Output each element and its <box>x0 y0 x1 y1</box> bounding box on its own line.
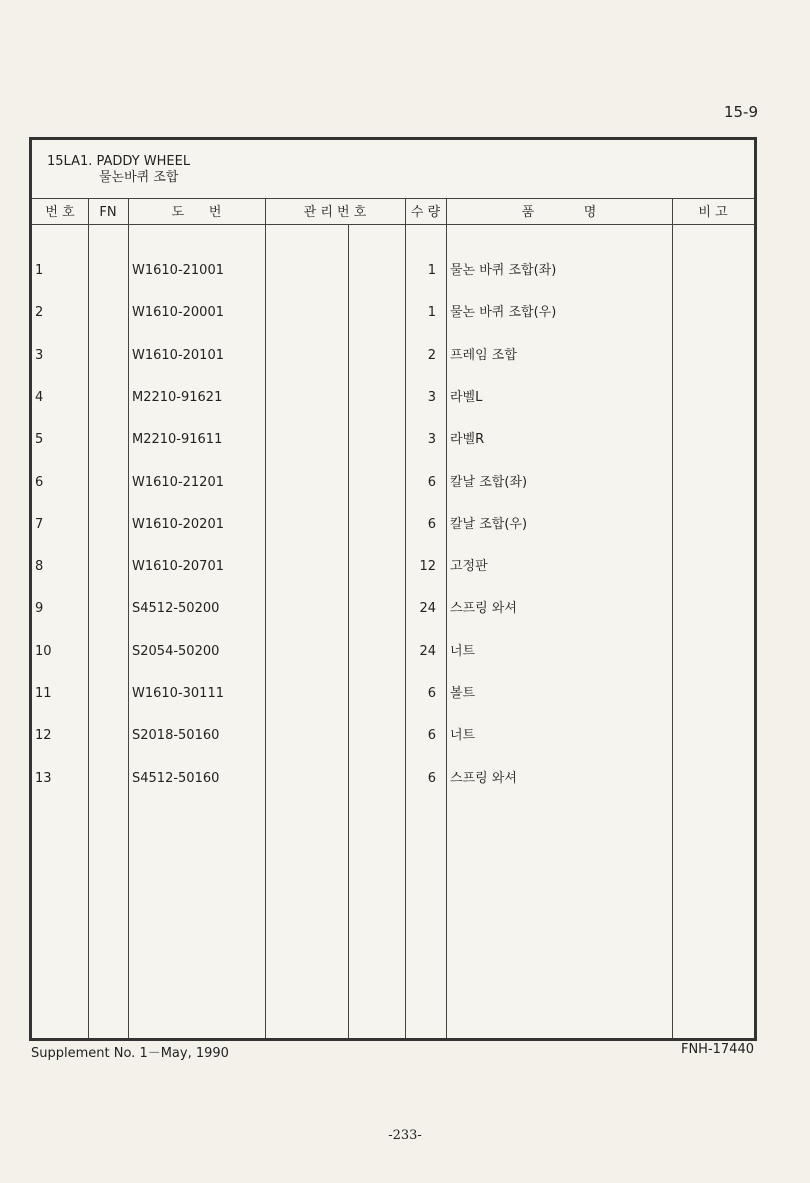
table-row-no: 10 <box>35 643 52 659</box>
table-row-part: W1610-20101 <box>132 347 224 363</box>
table-row-part: M2210-91621 <box>132 390 223 406</box>
table-row-no: 13 <box>35 770 52 786</box>
table-row-qty: 2 <box>427 347 436 363</box>
table-row-qty: 6 <box>427 728 436 744</box>
table-row-name: 프레임 조합 <box>450 347 517 363</box>
bottom-page-number: -233- <box>388 1128 422 1143</box>
table-row-name: 스프링 와셔 <box>450 770 517 786</box>
table-row-no: 2 <box>35 305 44 321</box>
table-row-no: 5 <box>35 432 44 448</box>
supplement-note: Supplement No. 1－May, 1990 <box>31 1046 229 1061</box>
divider-fn-part <box>128 198 129 1038</box>
table-row-name: 너트 <box>450 643 476 659</box>
table-row-part: W1610-20201 <box>132 516 224 532</box>
table-row-part: W1610-20701 <box>132 559 224 575</box>
table-row-part: W1610-30111 <box>132 686 224 701</box>
table-row-qty: 6 <box>427 474 436 490</box>
divider-no-fn <box>88 198 89 1038</box>
header-top-line <box>32 198 754 199</box>
header-bottom-line <box>32 224 754 225</box>
header-mgmt-no: 관 리 번 호 <box>303 205 367 220</box>
column-no <box>35 236 85 814</box>
parts-table-frame <box>29 137 757 1041</box>
table-row-name: 너트 <box>450 728 476 744</box>
table-row-part: W1610-21001 <box>132 263 224 279</box>
assembly-title-korean: 물논바퀴 조합 <box>99 170 179 185</box>
header-fn: FN <box>99 205 117 220</box>
header-name: 품 명 <box>521 205 597 220</box>
table-row-qty: 6 <box>427 516 436 532</box>
table-row-no: 12 <box>35 728 52 744</box>
table-row-no: 3 <box>35 347 44 363</box>
table-row-qty: 24 <box>419 601 436 617</box>
table-row-no: 4 <box>35 390 44 406</box>
table-row-qty: 1 <box>427 263 436 279</box>
column-name <box>450 236 668 814</box>
table-row-qty: 6 <box>427 770 436 786</box>
table-row-part: W1610-20001 <box>132 305 224 321</box>
assembly-title: 15LA1. PADDY WHEEL <box>47 154 191 169</box>
table-row-part: S2018-50160 <box>132 728 220 744</box>
table-row-no: 1 <box>35 263 44 279</box>
divider-name-remarks <box>672 198 673 1038</box>
table-row-name: 볼트 <box>450 686 476 701</box>
table-row-part: S2054-50200 <box>132 643 220 659</box>
table-row-no: 9 <box>35 601 44 617</box>
table-row-qty: 1 <box>427 305 436 321</box>
table-row-name: 칼날 조합(우) <box>450 516 528 532</box>
table-row-part: S4512-50160 <box>132 770 220 786</box>
table-row-name: 물논 바퀴 조합(우) <box>450 305 557 321</box>
divider-qty-name <box>446 198 447 1038</box>
column-part-no <box>132 236 262 814</box>
page-number: 15-9 <box>723 103 758 121</box>
header-remarks: 비 고 <box>698 205 728 220</box>
table-row-name: 라벨L <box>450 390 483 406</box>
divider-mgmt-inner <box>348 224 349 1038</box>
divider-part-mgmt <box>265 198 266 1038</box>
table-row-qty: 24 <box>419 643 436 659</box>
table-row-qty: 6 <box>427 686 436 701</box>
table-row-qty: 3 <box>427 432 436 448</box>
table-row-part: W1610-21201 <box>132 474 224 490</box>
table-row-no: 7 <box>35 516 44 532</box>
table-row-qty: 12 <box>419 559 436 575</box>
table-row-part: S4512-50200 <box>132 601 220 617</box>
document-code: FNH-17440 <box>680 1042 754 1057</box>
table-row-no: 8 <box>35 559 44 575</box>
header-qty: 수 량 <box>410 205 441 220</box>
title-block <box>47 154 190 186</box>
table-row-qty: 3 <box>427 390 436 406</box>
table-row-part: M2210-91611 <box>132 432 223 448</box>
header-part-no: 도 번 <box>171 205 222 220</box>
table-row-name: 고정판 <box>450 559 488 575</box>
table-row-no: 6 <box>35 474 44 490</box>
column-qty <box>406 236 436 814</box>
table-row-name: 스프링 와셔 <box>450 601 517 617</box>
table-row-name: 라벨R <box>450 432 485 448</box>
table-row-name: 칼날 조합(좌) <box>450 474 528 490</box>
table-row-no: 11 <box>35 686 52 701</box>
table-row-name: 물논 바퀴 조합(좌) <box>450 263 557 279</box>
header-no: 번 호 <box>45 205 75 220</box>
